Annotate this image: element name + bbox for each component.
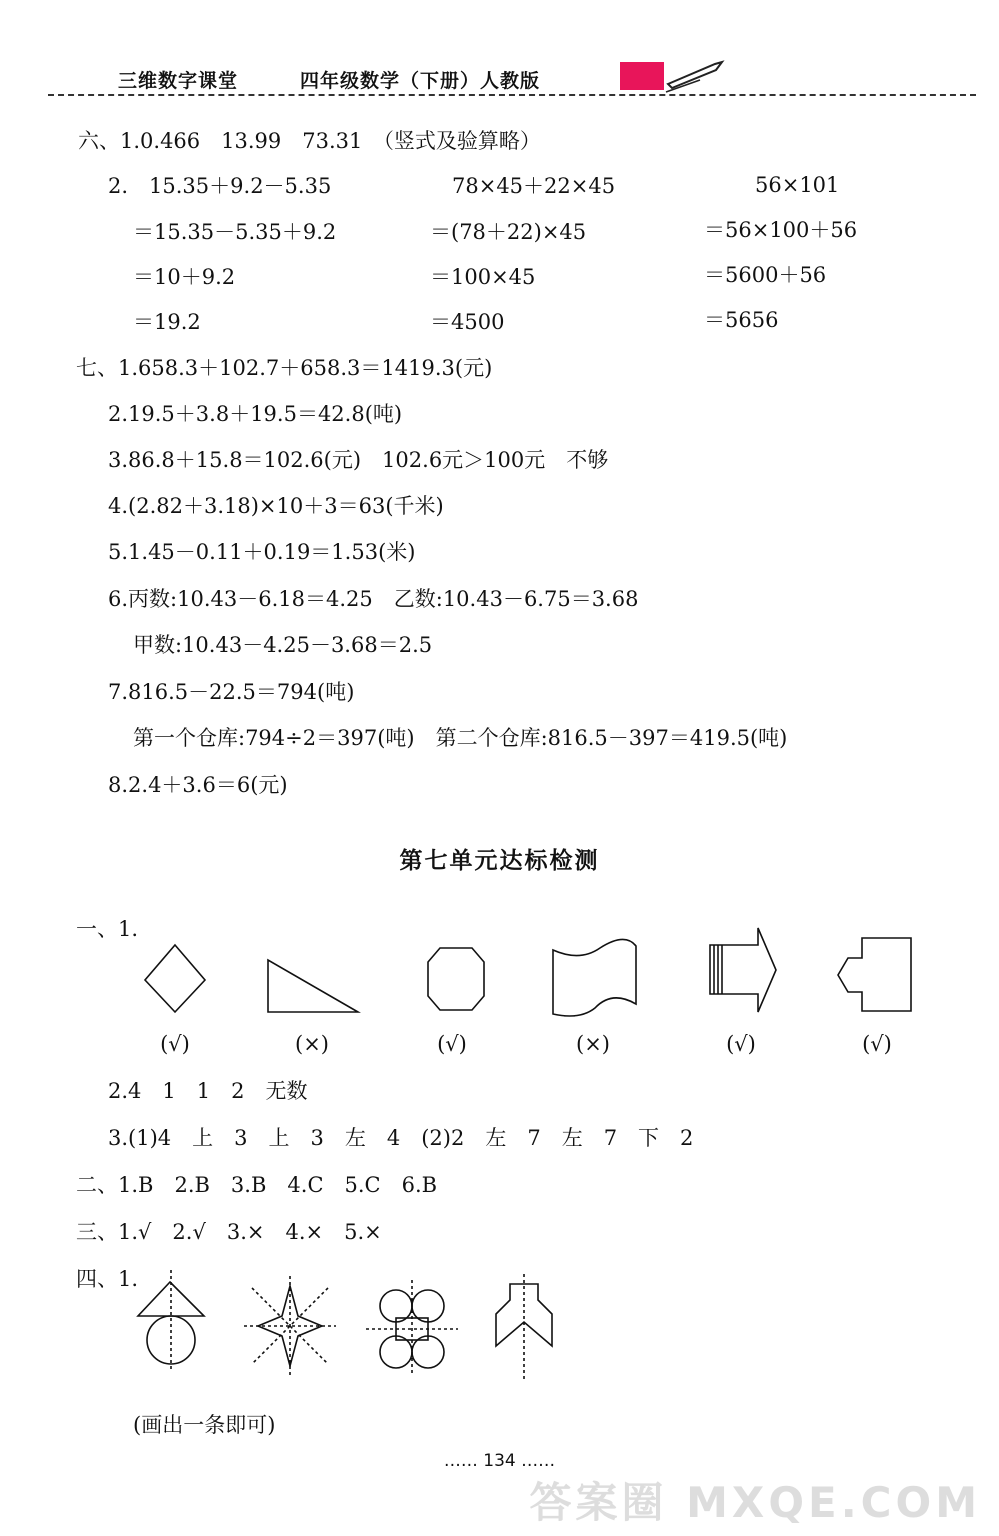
watermark: 答案圈 MXQE.COM: [529, 1478, 981, 1527]
figure-mark: (√): [437, 1032, 467, 1056]
answer-line: 3.(1)4 上 3 上 3 左 4 (2)2 左 7 左 7 下 2: [108, 1126, 694, 1150]
answer-line: 四、1.: [76, 1267, 139, 1291]
figure-mark: (×): [576, 1032, 610, 1056]
answer-line: 4.(2.82＋3.18)×10＋3＝63(千米): [108, 494, 444, 518]
page-number: …… 134 ……: [443, 1451, 556, 1471]
circles-figure: [366, 1280, 458, 1376]
note-text: (画出一条即可): [133, 1413, 276, 1437]
answer-line: 六、1.0.466 13.99 73.31 （竖式及验算略）: [78, 129, 541, 153]
answer-line: 七、1.658.3＋102.7＋658.3＝1419.3(元): [76, 356, 493, 380]
answer-line: ＝56×100＋56: [704, 218, 858, 242]
figure-mark: (×): [295, 1032, 329, 1056]
answer-line: ＝100×45: [430, 265, 536, 289]
question-label: 一、1.: [76, 917, 139, 941]
triangle-circle-figure: [138, 1270, 204, 1372]
answer-line: ＝15.35－5.35＋9.2: [133, 220, 337, 244]
answer-line: 56×101: [755, 173, 840, 197]
answer-line: 2.4 1 1 2 无数: [108, 1079, 308, 1103]
arrow-figure: [496, 1274, 552, 1380]
star-figure: [244, 1276, 336, 1378]
answer-line: 6.丙数:10.43－6.18＝4.25 乙数:10.43－6.75＝3.68: [108, 587, 639, 611]
answer-line: ＝10＋9.2: [133, 265, 236, 289]
answer-line: ＝4500: [430, 310, 505, 334]
answer-line: 2.19.5＋3.8＋19.5＝42.8(吨): [108, 402, 403, 426]
answer-line: 二、1.B 2.B 3.B 4.C 5.C 6.B: [76, 1173, 438, 1197]
answer-line: 5.1.45－0.11＋0.19＝1.53(米): [108, 540, 416, 564]
answer-line: 3.86.8＋15.8＝102.6(元) 102.6元＞100元 不够: [108, 448, 609, 472]
header-series: 三维数字课堂: [118, 70, 239, 92]
answer-line: 8.2.4＋3.6＝6(元): [108, 773, 288, 797]
answer-line: 78×45＋22×45: [452, 174, 616, 198]
answer-line: 第一个仓库:794÷2＝397(吨) 第二个仓库:816.5－397＝419.5(吨): [133, 726, 788, 750]
answer-line: ＝5656: [704, 308, 779, 332]
answer-line: 三、1.√ 2.√ 3.× 4.× 5.×: [76, 1220, 382, 1244]
figure-mark: (√): [862, 1032, 892, 1056]
answer-line: ＝(78＋22)×45: [430, 220, 587, 244]
answer-line: 2. 15.35＋9.2－5.35: [108, 174, 332, 198]
figure-mark: (√): [726, 1032, 756, 1056]
figure-mark: (√): [160, 1032, 190, 1056]
answer-line: 7.816.5－22.5＝794(吨): [108, 680, 355, 704]
answer-line: ＝19.2: [133, 310, 201, 334]
answer-line: ＝5600＋56: [704, 263, 827, 287]
header-book: 四年级数学（下册）人教版: [300, 70, 541, 92]
section-title: 第七单元达标检测: [399, 848, 600, 874]
answer-line: 甲数:10.43－4.25－3.68＝2.5: [133, 633, 433, 657]
